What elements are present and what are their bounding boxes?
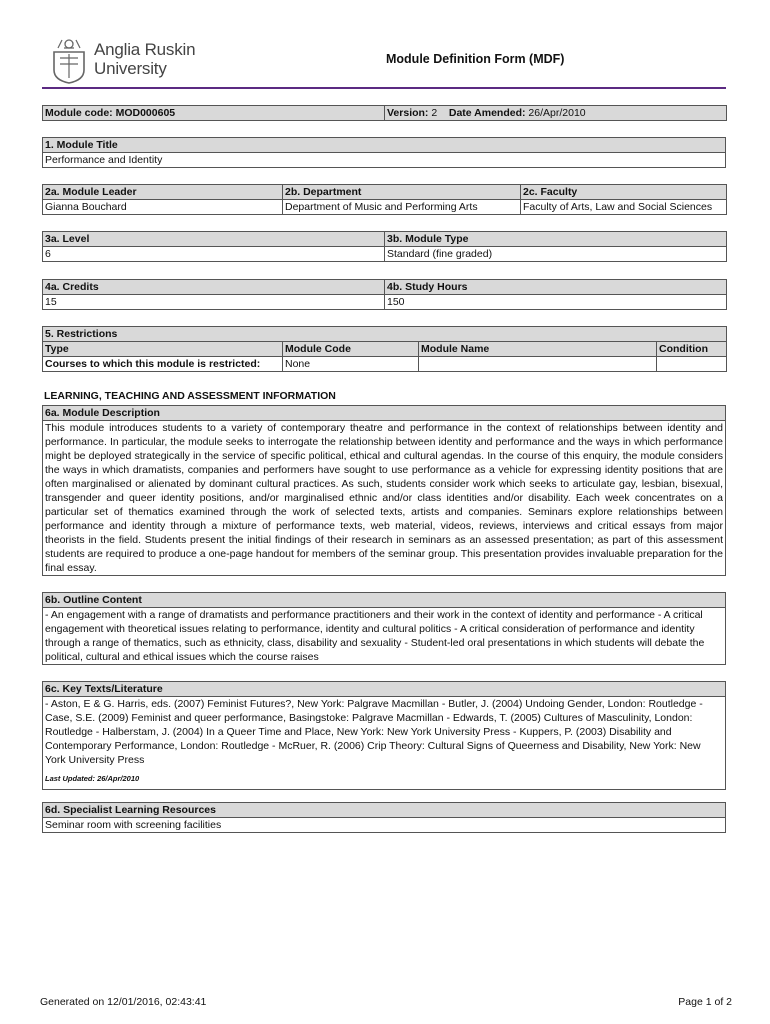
description-table [42, 405, 726, 576]
study-hours-value: 150 [385, 295, 727, 310]
level-table [42, 231, 727, 262]
module-code-label: Module code: [45, 107, 113, 119]
restrictions-col-type: Type [43, 342, 283, 357]
last-updated: Last Updated: 26/Apr/2010 [45, 774, 140, 783]
version-cell [385, 106, 727, 121]
resources-value: Seminar room with screening facilities [43, 818, 726, 833]
resources-label: 6d. Specialist Learning Resources [43, 803, 726, 818]
restrictions-row-condition [657, 357, 727, 372]
key-texts-label: 6c. Key Texts/Literature [43, 682, 726, 697]
department-label: 2b. Department [283, 185, 521, 200]
date-amended-label: Date Amended: [448, 107, 526, 119]
module-title-value: Performance and Identity [43, 153, 726, 168]
restrictions-row-name [419, 357, 657, 372]
header-rule [42, 87, 726, 89]
module-code-cell [43, 106, 385, 121]
generated-timestamp: Generated on 12/01/2016, 02:43:41 [40, 996, 207, 1008]
outline-label: 6b. Outline Content [43, 593, 726, 608]
level-label: 3a. Level [43, 232, 385, 247]
restrictions-col-code: Module Code [283, 342, 419, 357]
faculty-label: 2c. Faculty [521, 185, 727, 200]
description-label: 6a. Module Description [43, 406, 726, 421]
module-type-value: Standard (fine graded) [385, 247, 727, 262]
description-text: This module introduces students to a variety of contemporary theatre and performance in the context of relationships between identity and performance. In particular, the module seeks to interrogate the relationship between identity and performance and the ways in which performance might be deployed strategically in the service of specific political, ethical and cultural agendas. In the course of this enquiry, the module considers the ways in which dramatists, companies and performers have sought to use performance as a vehicle for expressing identity positions that are often marginalised or alienated by dominant cultural practices. As such, students consider work which seeks to articulate gay, lesbian, bisexual, transgender and queer identity positions, and/or marginalised ethnic and/or class identities and/or disability. Each week concentrates on a particular set of thematics examined through the work of selected texts, artists and companies. Seminars explore relationships between performance and identity through a mixture of performance texts, web material, videos, reviews, interviews and critical essays from major theorists in the field. Students present the initial findings of their research in seminars as an assessed presentation; as part of this assessment students are required to produce a one-page handout for members of the seminar group. This presentation provides invaluable preparation for the final essay. [43, 421, 726, 576]
restrictions-col-condition: Condition [657, 342, 727, 357]
module-type-label: 3b. Module Type [385, 232, 727, 247]
logo-text-line2: University [94, 59, 167, 78]
leader-value: Gianna Bouchard [43, 200, 283, 215]
outline-table [42, 592, 726, 665]
department-value: Department of Music and Performing Arts [283, 200, 521, 215]
restrictions-row-type: Courses to which this module is restricted: [43, 357, 283, 372]
leader-table [42, 184, 727, 215]
university-logo [50, 36, 220, 84]
study-hours-label: 4b. Study Hours [385, 280, 727, 295]
credits-label: 4a. Credits [43, 280, 385, 295]
logo-wordmark [94, 40, 195, 78]
key-texts-text: - Aston, E & G. Harris, eds. (2007) Feminist Futures?, New York: Palgrave Macmillan - Butler, J. (2004) Undoing Gender, London: Routledge - Case, S.E. (2009) Feminist and queer performance, Basingstoke: Palgrave Macmillan - Edwards, T. (2005) Cultures of Masculinity, London: Routledge - Halberstam, J. (2004) In a Queer Time and Place, New York: New York University Press - Kuppers, P. (2003) Disability and Contemporary Performance, London: Routledge - McRuer, R. (2006) Crip Theory: Cultural Signs of Queerness and Disability, New York: New York University Press [45, 698, 703, 766]
restrictions-label: 5. Restrictions [43, 327, 727, 342]
module-title-label: 1. Module Title [43, 138, 726, 153]
version-value: 2 [431, 107, 438, 119]
restrictions-col-name: Module Name [419, 342, 657, 357]
faculty-value: Faculty of Arts, Law and Social Sciences [521, 200, 727, 215]
version-label: Version: [387, 107, 429, 119]
restrictions-table [42, 326, 727, 372]
logo-text-line1: Anglia Ruskin [94, 40, 196, 59]
crest-icon [50, 36, 88, 84]
resources-table [42, 802, 726, 833]
key-texts-cell [43, 697, 726, 790]
restrictions-row-code: None [283, 357, 419, 372]
module-code-table [42, 105, 727, 121]
outline-text: - An engagement with a range of dramatists and performance practitioners and their work in the context of identity and performance - A critical engagement with theoretical issues relating to performance, identity and cultural politics - A critical consideration of performance and identity through a range of thematics, such as ethnicity, class, disability and sexuality - Student-led oral presentations in which students will debate the political, cultural and ethical issues which the course raises [43, 608, 726, 665]
date-amended-value: 26/Apr/2010 [528, 107, 586, 119]
page-number: Page 1 of 2 [678, 996, 732, 1008]
leader-label: 2a. Module Leader [43, 185, 283, 200]
module-code-value: MOD000605 [115, 107, 176, 119]
credits-value: 15 [43, 295, 385, 310]
module-title-table [42, 137, 726, 168]
key-texts-table [42, 681, 726, 790]
credits-table [42, 279, 727, 310]
form-title: Module Definition Form (MDF) [386, 52, 565, 66]
lta-heading: LEARNING, TEACHING AND ASSESSMENT INFORMATION [44, 390, 336, 402]
level-value: 6 [43, 247, 385, 262]
